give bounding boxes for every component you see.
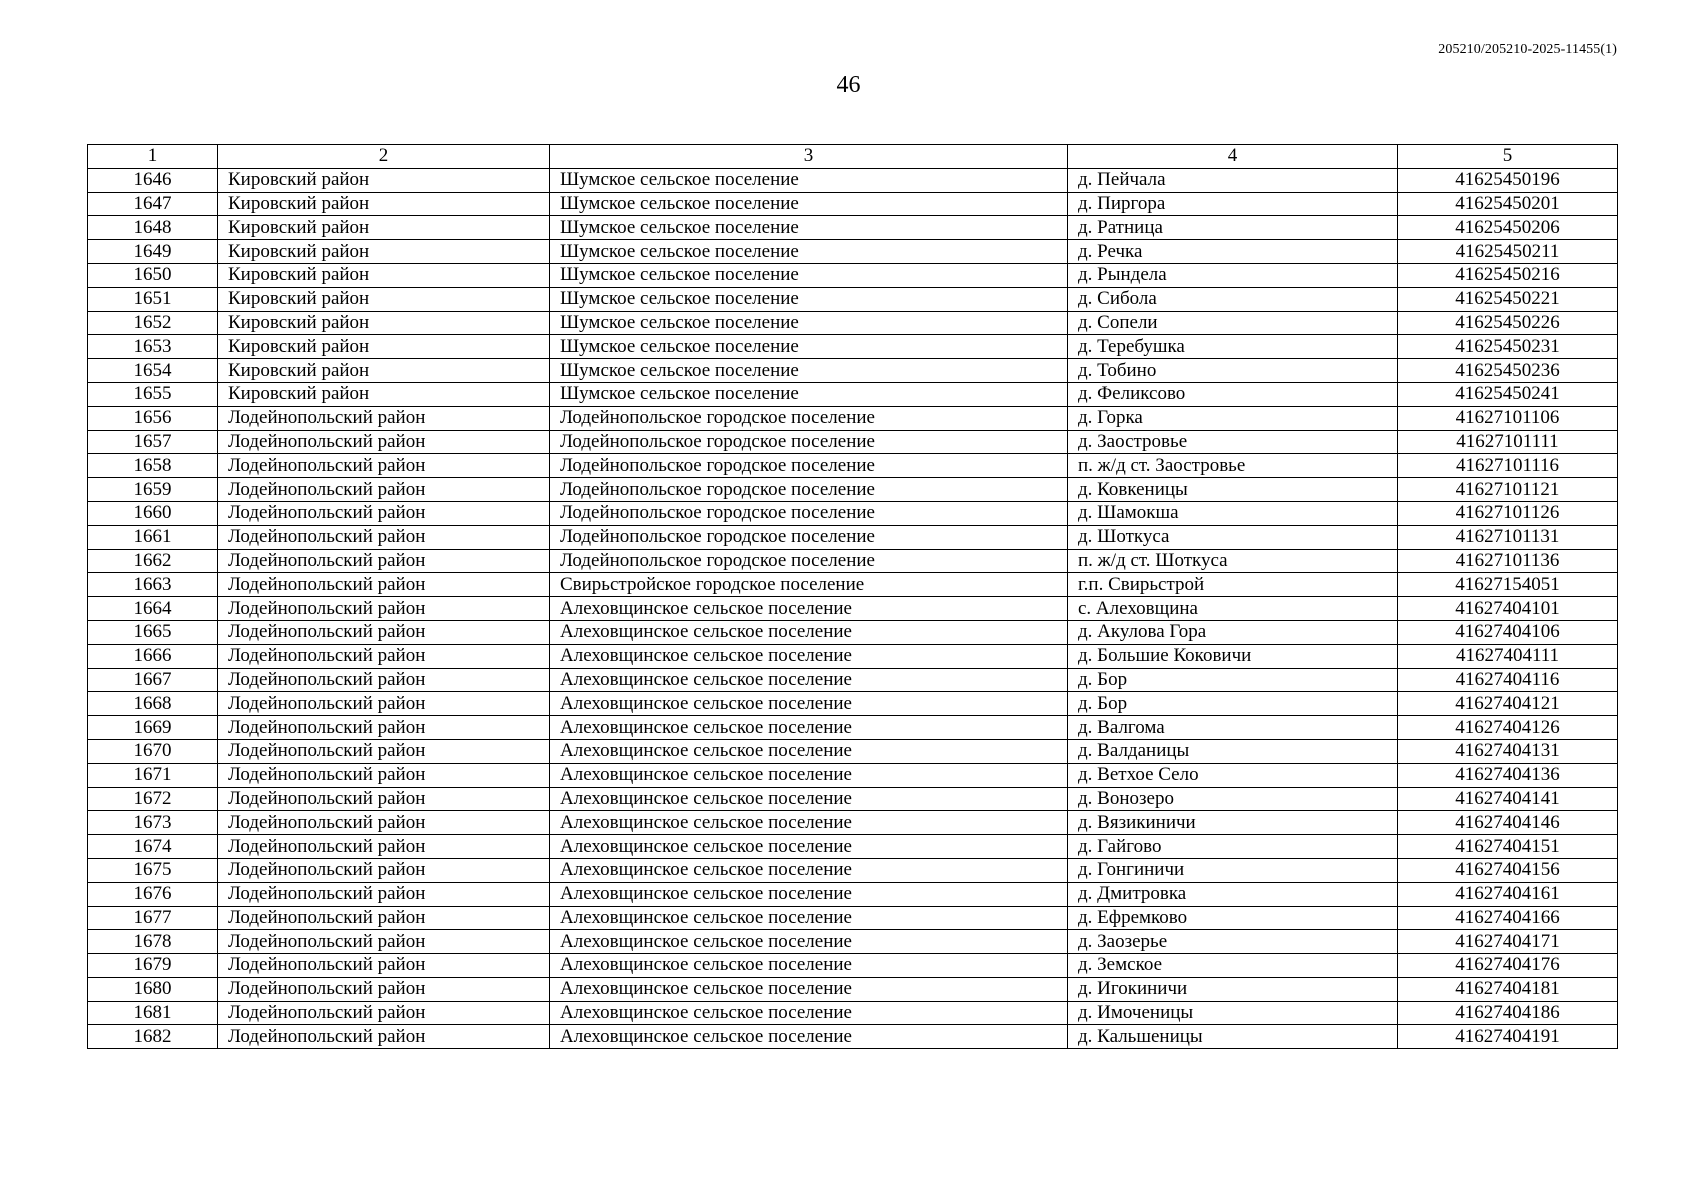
row-number-cell: 1675 — [88, 858, 218, 882]
row-number-cell: 1669 — [88, 716, 218, 740]
oktmo-code-cell: 41627101131 — [1398, 525, 1618, 549]
column-header-1: 1 — [88, 145, 218, 169]
table-row — [88, 525, 1618, 549]
table-row — [88, 240, 1618, 264]
row-number-cell: 1661 — [88, 525, 218, 549]
settlement-cell: Алеховщинское сельское поселение — [550, 739, 1068, 763]
locality-cell: д. Горка — [1068, 406, 1398, 430]
oktmo-code-cell: 41627404146 — [1398, 811, 1618, 835]
locality-cell: д. Рындела — [1068, 263, 1398, 287]
row-number-cell: 1659 — [88, 478, 218, 502]
locality-cell: д. Ветхое Село — [1068, 763, 1398, 787]
oktmo-code-cell: 41627404121 — [1398, 692, 1618, 716]
district-cell: Кировский район — [218, 311, 550, 335]
table-row — [88, 597, 1618, 621]
oktmo-code-cell: 41627404151 — [1398, 835, 1618, 859]
locality-cell: д. Земское — [1068, 954, 1398, 978]
row-number-cell: 1671 — [88, 763, 218, 787]
locality-cell: с. Алеховщина — [1068, 597, 1398, 621]
oktmo-code-cell: 41627404106 — [1398, 620, 1618, 644]
row-number-cell: 1667 — [88, 668, 218, 692]
district-cell: Лодейнопольский район — [218, 977, 550, 1001]
settlement-cell: Алеховщинское сельское поселение — [550, 977, 1068, 1001]
oktmo-code-cell: 41625450206 — [1398, 216, 1618, 240]
table-row — [88, 192, 1618, 216]
table-row — [88, 668, 1618, 692]
settlement-cell: Алеховщинское сельское поселение — [550, 620, 1068, 644]
row-number-cell: 1676 — [88, 882, 218, 906]
locality-cell: д. Большие Коковичи — [1068, 644, 1398, 668]
page-number: 46 — [836, 72, 861, 98]
row-number-cell: 1662 — [88, 549, 218, 573]
locality-cell: д. Дмитровка — [1068, 882, 1398, 906]
settlement-cell: Алеховщинское сельское поселение — [550, 835, 1068, 859]
oktmo-code-cell: 41625450216 — [1398, 263, 1618, 287]
district-cell: Лодейнопольский район — [218, 406, 550, 430]
settlement-cell: Лодейнопольское городское поселение — [550, 478, 1068, 502]
locality-cell: д. Сопели — [1068, 311, 1398, 335]
locality-cell: д. Тобино — [1068, 359, 1398, 383]
district-cell: Кировский район — [218, 192, 550, 216]
oktmo-code-cell: 41627404156 — [1398, 858, 1618, 882]
row-number-cell: 1666 — [88, 644, 218, 668]
row-number-cell: 1655 — [88, 382, 218, 406]
table-header — [88, 145, 1618, 169]
row-number-cell: 1679 — [88, 954, 218, 978]
district-cell: Лодейнопольский район — [218, 811, 550, 835]
district-cell: Лодейнопольский район — [218, 835, 550, 859]
district-cell: Кировский район — [218, 240, 550, 264]
table-row — [88, 858, 1618, 882]
column-header-4: 4 — [1068, 145, 1398, 169]
locality-cell: д. Имоченицы — [1068, 1001, 1398, 1025]
header-row — [88, 145, 1618, 169]
locality-cell: д. Вязикиничи — [1068, 811, 1398, 835]
locality-cell: д. Вонозеро — [1068, 787, 1398, 811]
row-number-cell: 1656 — [88, 406, 218, 430]
table-row — [88, 335, 1618, 359]
oktmo-code-cell: 41627404116 — [1398, 668, 1618, 692]
oktmo-code-cell: 41625450241 — [1398, 382, 1618, 406]
settlement-cell: Шумское сельское поселение — [550, 240, 1068, 264]
district-cell: Лодейнопольский район — [218, 430, 550, 454]
table-row — [88, 692, 1618, 716]
table-row — [88, 739, 1618, 763]
locality-cell: п. ж/д ст. Шоткуса — [1068, 549, 1398, 573]
settlement-cell: Алеховщинское сельское поселение — [550, 1025, 1068, 1049]
table-row — [88, 930, 1618, 954]
row-number-cell: 1652 — [88, 311, 218, 335]
row-number-cell: 1665 — [88, 620, 218, 644]
district-cell: Кировский район — [218, 263, 550, 287]
table-row — [88, 1025, 1618, 1049]
district-cell: Лодейнопольский район — [218, 954, 550, 978]
settlement-cell: Алеховщинское сельское поселение — [550, 716, 1068, 740]
oktmo-code-cell: 41627101121 — [1398, 478, 1618, 502]
row-number-cell: 1657 — [88, 430, 218, 454]
district-cell: Лодейнопольский район — [218, 668, 550, 692]
table-row — [88, 573, 1618, 597]
oktmo-code-cell: 41627404186 — [1398, 1001, 1618, 1025]
settlement-cell: Шумское сельское поселение — [550, 287, 1068, 311]
row-number-cell: 1650 — [88, 263, 218, 287]
settlement-cell: Алеховщинское сельское поселение — [550, 597, 1068, 621]
district-cell: Лодейнопольский район — [218, 787, 550, 811]
locality-cell: д. Заозерье — [1068, 930, 1398, 954]
oktmo-code-cell: 41627101136 — [1398, 549, 1618, 573]
row-number-cell: 1664 — [88, 597, 218, 621]
document-id: 205210/205210-2025-11455(1) — [1438, 42, 1617, 57]
oktmo-code-cell: 41625450236 — [1398, 359, 1618, 383]
table-row — [88, 977, 1618, 1001]
oktmo-code-cell: 41627101106 — [1398, 406, 1618, 430]
locality-cell: д. Пиргора — [1068, 192, 1398, 216]
district-cell: Лодейнопольский район — [218, 763, 550, 787]
settlement-cell: Шумское сельское поселение — [550, 216, 1068, 240]
oktmo-code-cell: 41627404111 — [1398, 644, 1618, 668]
oktmo-code-cell: 41625450201 — [1398, 192, 1618, 216]
table-row — [88, 359, 1618, 383]
oktmo-code-cell: 41627404101 — [1398, 597, 1618, 621]
oktmo-code-cell: 41627154051 — [1398, 573, 1618, 597]
locality-cell: д. Валгома — [1068, 716, 1398, 740]
table-row — [88, 882, 1618, 906]
locality-cell: д. Ефремково — [1068, 906, 1398, 930]
row-number-cell: 1651 — [88, 287, 218, 311]
locality-cell: д. Сибола — [1068, 287, 1398, 311]
row-number-cell: 1648 — [88, 216, 218, 240]
row-number-cell: 1674 — [88, 835, 218, 859]
settlement-cell: Алеховщинское сельское поселение — [550, 763, 1068, 787]
oktmo-code-cell: 41627404161 — [1398, 882, 1618, 906]
settlement-cell: Алеховщинское сельское поселение — [550, 644, 1068, 668]
row-number-cell: 1668 — [88, 692, 218, 716]
district-cell: Кировский район — [218, 287, 550, 311]
oktmo-code-cell: 41627404166 — [1398, 906, 1618, 930]
table-row — [88, 906, 1618, 930]
locality-cell: д. Речка — [1068, 240, 1398, 264]
oktmo-code-cell: 41627404131 — [1398, 739, 1618, 763]
table-row — [88, 478, 1618, 502]
oktmo-code-cell: 41627404176 — [1398, 954, 1618, 978]
row-number-cell: 1654 — [88, 359, 218, 383]
oktmo-code-cell: 41627404181 — [1398, 977, 1618, 1001]
oktmo-code-cell: 41625450196 — [1398, 168, 1618, 192]
table-row — [88, 168, 1618, 192]
district-cell: Кировский район — [218, 382, 550, 406]
settlement-cell: Лодейнопольское городское поселение — [550, 430, 1068, 454]
settlement-cell: Алеховщинское сельское поселение — [550, 668, 1068, 692]
settlement-cell: Шумское сельское поселение — [550, 192, 1068, 216]
district-cell: Лодейнопольский район — [218, 478, 550, 502]
settlement-cell: Шумское сельское поселение — [550, 359, 1068, 383]
oktmo-code-cell: 41625450211 — [1398, 240, 1618, 264]
settlement-cell: Алеховщинское сельское поселение — [550, 858, 1068, 882]
settlement-cell: Шумское сельское поселение — [550, 168, 1068, 192]
district-cell: Лодейнопольский район — [218, 525, 550, 549]
oktmo-code-cell: 41625450221 — [1398, 287, 1618, 311]
locality-cell: д. Гонгиничи — [1068, 858, 1398, 882]
table-row — [88, 763, 1618, 787]
row-number-cell: 1678 — [88, 930, 218, 954]
row-number-cell: 1680 — [88, 977, 218, 1001]
column-header-5: 5 — [1398, 145, 1618, 169]
oktmo-code-cell: 41625450226 — [1398, 311, 1618, 335]
district-cell: Лодейнопольский район — [218, 882, 550, 906]
settlement-cell: Алеховщинское сельское поселение — [550, 930, 1068, 954]
settlement-cell: Лодейнопольское городское поселение — [550, 525, 1068, 549]
table-row — [88, 835, 1618, 859]
settlement-cell: Лодейнопольское городское поселение — [550, 454, 1068, 478]
settlement-cell: Алеховщинское сельское поселение — [550, 811, 1068, 835]
table-row — [88, 501, 1618, 525]
locality-cell: д. Шамокша — [1068, 501, 1398, 525]
district-cell: Лодейнопольский район — [218, 739, 550, 763]
oktmo-code-cell: 41627404136 — [1398, 763, 1618, 787]
locality-cell: д. Ковкеницы — [1068, 478, 1398, 502]
oktmo-code-cell: 41627404171 — [1398, 930, 1618, 954]
settlement-cell: Алеховщинское сельское поселение — [550, 1001, 1068, 1025]
district-cell: Лодейнопольский район — [218, 501, 550, 525]
column-header-3: 3 — [550, 145, 1068, 169]
row-number-cell: 1653 — [88, 335, 218, 359]
district-cell: Лодейнопольский район — [218, 573, 550, 597]
locality-cell: д. Ратница — [1068, 216, 1398, 240]
locality-cell: д. Теребушка — [1068, 335, 1398, 359]
district-cell: Кировский район — [218, 335, 550, 359]
settlement-cell: Лодейнопольское городское поселение — [550, 406, 1068, 430]
settlement-cell: Алеховщинское сельское поселение — [550, 882, 1068, 906]
district-cell: Кировский район — [218, 359, 550, 383]
table-row — [88, 287, 1618, 311]
column-header-2: 2 — [218, 145, 550, 169]
table-row — [88, 406, 1618, 430]
district-cell: Лодейнопольский район — [218, 930, 550, 954]
settlement-cell: Шумское сельское поселение — [550, 263, 1068, 287]
locality-cell: д. Пейчала — [1068, 168, 1398, 192]
locality-cell: д. Бор — [1068, 668, 1398, 692]
row-number-cell: 1658 — [88, 454, 218, 478]
settlement-cell: Алеховщинское сельское поселение — [550, 954, 1068, 978]
district-cell: Кировский район — [218, 168, 550, 192]
table-row — [88, 1001, 1618, 1025]
row-number-cell: 1647 — [88, 192, 218, 216]
row-number-cell: 1681 — [88, 1001, 218, 1025]
district-cell: Лодейнопольский район — [218, 692, 550, 716]
district-cell: Лодейнопольский район — [218, 549, 550, 573]
settlement-cell: Шумское сельское поселение — [550, 382, 1068, 406]
table-row — [88, 620, 1618, 644]
district-cell: Лодейнопольский район — [218, 716, 550, 740]
settlement-cell: Шумское сельское поселение — [550, 311, 1068, 335]
locality-cell: д. Шоткуса — [1068, 525, 1398, 549]
row-number-cell: 1663 — [88, 573, 218, 597]
settlement-cell: Шумское сельское поселение — [550, 335, 1068, 359]
row-number-cell: 1682 — [88, 1025, 218, 1049]
locality-cell: д. Акулова Гора — [1068, 620, 1398, 644]
table-row — [88, 311, 1618, 335]
oktmo-code-cell: 41627404126 — [1398, 716, 1618, 740]
locality-cell: д. Валданицы — [1068, 739, 1398, 763]
district-cell: Лодейнопольский район — [218, 597, 550, 621]
locality-cell: д. Феликсово — [1068, 382, 1398, 406]
settlement-cell: Лодейнопольское городское поселение — [550, 549, 1068, 573]
table-row — [88, 216, 1618, 240]
district-cell: Лодейнопольский район — [218, 1001, 550, 1025]
oktmo-code-cell: 41627101116 — [1398, 454, 1618, 478]
oktmo-code-cell: 41627101126 — [1398, 501, 1618, 525]
oktmo-code-cell: 41627101111 — [1398, 430, 1618, 454]
locality-cell: д. Гайгово — [1068, 835, 1398, 859]
district-cell: Кировский район — [218, 216, 550, 240]
district-cell: Лодейнопольский район — [218, 858, 550, 882]
table-row — [88, 382, 1618, 406]
settlement-cell: Алеховщинское сельское поселение — [550, 787, 1068, 811]
table-row — [88, 549, 1618, 573]
district-cell: Лодейнопольский район — [218, 906, 550, 930]
row-number-cell: 1660 — [88, 501, 218, 525]
district-cell: Лодейнопольский район — [218, 620, 550, 644]
district-cell: Лодейнопольский район — [218, 1025, 550, 1049]
row-number-cell: 1646 — [88, 168, 218, 192]
table-row — [88, 716, 1618, 740]
table-row — [88, 263, 1618, 287]
oktmo-code-cell: 41627404191 — [1398, 1025, 1618, 1049]
row-number-cell: 1649 — [88, 240, 218, 264]
settlement-cell: Алеховщинское сельское поселение — [550, 692, 1068, 716]
district-cell: Лодейнопольский район — [218, 644, 550, 668]
settlement-cell: Алеховщинское сельское поселение — [550, 906, 1068, 930]
row-number-cell: 1670 — [88, 739, 218, 763]
table-row — [88, 430, 1618, 454]
row-number-cell: 1673 — [88, 811, 218, 835]
settlements-table — [87, 144, 1618, 1049]
table-row — [88, 954, 1618, 978]
district-cell: Лодейнопольский район — [218, 454, 550, 478]
oktmo-code-cell: 41625450231 — [1398, 335, 1618, 359]
table-row — [88, 454, 1618, 478]
row-number-cell: 1672 — [88, 787, 218, 811]
table-row — [88, 811, 1618, 835]
table-body — [88, 168, 1618, 1048]
locality-cell: п. ж/д ст. Заостровье — [1068, 454, 1398, 478]
locality-cell: д. Игокиничи — [1068, 977, 1398, 1001]
table-row — [88, 787, 1618, 811]
table-row — [88, 644, 1618, 668]
oktmo-code-cell: 41627404141 — [1398, 787, 1618, 811]
settlement-cell: Свирьстройское городское поселение — [550, 573, 1068, 597]
locality-cell: д. Кальшеницы — [1068, 1025, 1398, 1049]
locality-cell: д. Бор — [1068, 692, 1398, 716]
row-number-cell: 1677 — [88, 906, 218, 930]
settlement-cell: Лодейнопольское городское поселение — [550, 501, 1068, 525]
locality-cell: д. Заостровье — [1068, 430, 1398, 454]
locality-cell: г.п. Свирьстрой — [1068, 573, 1398, 597]
